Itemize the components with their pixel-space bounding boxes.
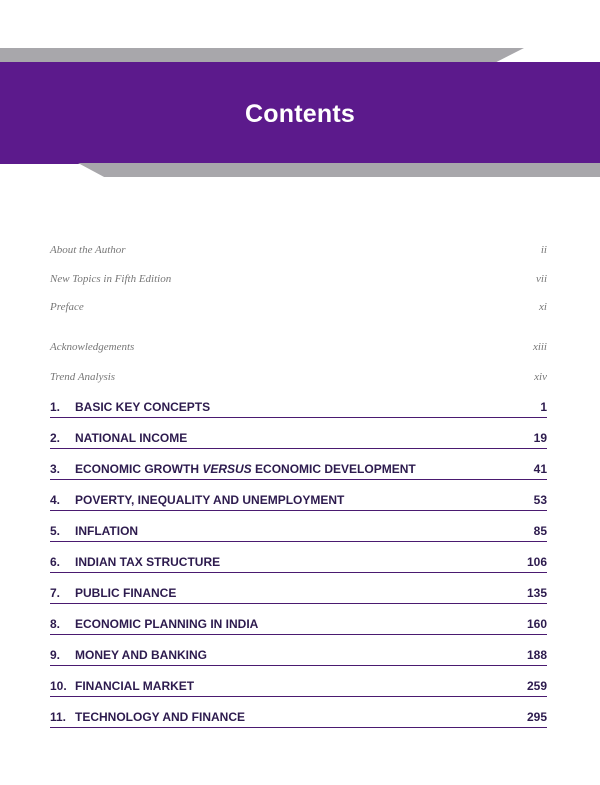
chapter-number: 5. [50, 524, 61, 538]
chapter-number: 11. [50, 710, 67, 724]
chapter-title: ECONOMIC PLANNING IN INDIA [75, 617, 259, 631]
chapter-title: INDIAN TAX STRUCTURE [75, 555, 221, 569]
chapter-page: 106 [526, 555, 547, 569]
chapter-title: INFLATION [75, 524, 139, 538]
toc-front-label: Trend Analysis [50, 371, 116, 383]
toc-front-page: xiv [534, 371, 547, 383]
chapter-title: NATIONAL INCOME [75, 431, 188, 445]
chapter-title-emphasis: VERSUS [202, 462, 252, 476]
toc-front-label: About the Author [50, 244, 126, 256]
chapter-title-part: ECONOMIC GROWTH [75, 462, 203, 476]
chapter-page: 53 [533, 493, 547, 507]
toc-chapter-10[interactable] [50, 676, 547, 697]
header-accent-band-bottom [78, 163, 600, 177]
toc-front-page: vii [536, 273, 547, 285]
chapter-page: 135 [526, 586, 547, 600]
toc-front-trend-analysis[interactable] [50, 368, 547, 386]
chapter-number: 1. [50, 400, 61, 414]
chapter-page: 1 [540, 400, 547, 414]
chapter-title: POVERTY, INEQUALITY AND UNEMPLOYMENT [75, 493, 345, 507]
toc-chapter-7[interactable] [50, 583, 547, 604]
toc-chapter-5[interactable] [50, 521, 547, 542]
chapter-number: 4. [50, 493, 61, 507]
chapter-title-part: ECONOMIC DEVELOPMENT [251, 462, 416, 476]
toc-chapter-4[interactable] [50, 490, 547, 511]
chapter-number: 6. [50, 555, 61, 569]
toc-front-new-topics[interactable] [50, 270, 547, 288]
chapter-page: 85 [533, 524, 547, 538]
chapter-page: 188 [526, 648, 547, 662]
toc-chapter-11[interactable] [50, 707, 547, 728]
chapter-title: FINANCIAL MARKET [75, 679, 195, 693]
chapter-number: 9. [50, 648, 61, 662]
chapter-page: 41 [533, 462, 547, 476]
chapter-page: 19 [533, 431, 547, 445]
chapter-title: TECHNOLOGY AND FINANCE [75, 710, 246, 724]
chapter-number: 8. [50, 617, 61, 631]
toc-front-label: New Topics in Fifth Edition [50, 273, 172, 285]
toc-chapter-9[interactable] [50, 645, 547, 666]
toc-front-page: ii [540, 244, 547, 256]
toc-front-acknowledgements[interactable] [50, 338, 547, 356]
toc-front-label: Preface [50, 301, 84, 313]
chapter-title [75, 462, 534, 476]
chapter-number: 3. [50, 462, 61, 476]
chapter-number: 7. [50, 586, 61, 600]
chapter-number: 10. [50, 679, 67, 693]
chapter-page: 259 [526, 679, 547, 693]
chapter-number: 2. [50, 431, 61, 445]
chapter-title: PUBLIC FINANCE [75, 586, 177, 600]
toc-chapter-1[interactable] [50, 397, 547, 418]
chapter-title: BASIC KEY CONCEPTS [75, 400, 211, 414]
toc-chapter-8[interactable] [50, 614, 547, 635]
chapter-page: 160 [526, 617, 547, 631]
toc-front-label: Acknowledgements [50, 341, 135, 353]
toc-chapter-6[interactable] [50, 552, 547, 573]
toc-front-about-author[interactable] [50, 241, 547, 259]
chapter-page: 295 [526, 710, 547, 724]
toc-chapter-3[interactable] [50, 459, 547, 480]
chapter-title: MONEY AND BANKING [75, 648, 208, 662]
toc-front-page: xiii [532, 341, 547, 353]
toc-front-preface[interactable] [50, 298, 547, 316]
page-title: Contents [245, 100, 355, 128]
toc-chapter-2[interactable] [50, 428, 547, 449]
toc-front-page: xi [539, 301, 547, 313]
